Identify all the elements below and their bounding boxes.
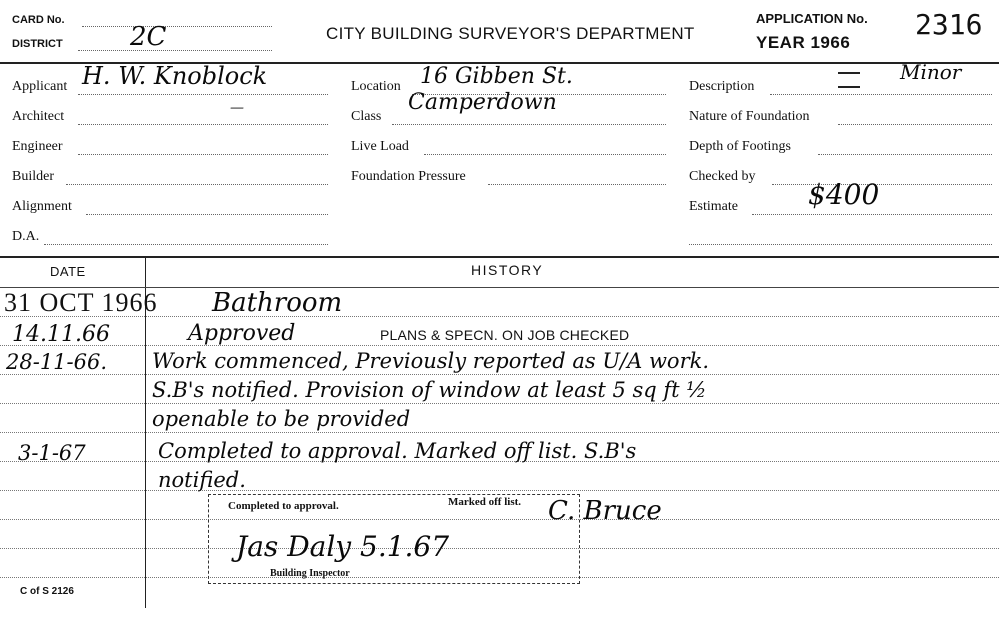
card-no-label: CARD No. [12, 14, 65, 26]
location-label: Location [351, 79, 401, 94]
application-label: APPLICATION No. [756, 11, 868, 26]
card-no-line [82, 26, 272, 27]
history-column-header: HISTORY [471, 262, 544, 278]
estimate-value: $400 [808, 178, 880, 211]
nature-of-foundation-label: Nature of Foundation [689, 109, 810, 124]
year-label: YEAR 1966 [756, 33, 851, 52]
blank-field-line [689, 244, 992, 245]
live-load-line [424, 154, 666, 155]
stamp-inspector-text: Building Inspector [270, 568, 350, 579]
fields-rule [0, 256, 999, 258]
stamp-completed-text: Completed to approval. [228, 500, 339, 512]
history-date: 14.11.66 [12, 322, 110, 347]
history-entry: notified. [158, 468, 246, 492]
class-label: Class [351, 109, 382, 124]
estimate-label: Estimate [689, 199, 738, 214]
description-line [770, 94, 992, 95]
alignment-line [86, 214, 328, 215]
architect-value: — [230, 100, 244, 116]
checked-by-label: Checked by [689, 169, 756, 184]
applicant-line [78, 94, 328, 95]
date-column-header: DATE [50, 264, 86, 279]
architect-label: Architect [12, 109, 65, 124]
stamp-marked-text: Marked off list. [448, 496, 522, 508]
location-value: 16 Gibben St. [420, 64, 573, 89]
ruled-line [0, 374, 999, 375]
description-label: Description [689, 79, 755, 94]
engineer-label: Engineer [12, 139, 63, 154]
history-date: 31 OCT 1966 [4, 288, 158, 317]
district-label: DISTRICT [12, 38, 63, 50]
application-number: 2316 [915, 8, 983, 41]
history-entry: Bathroom [212, 288, 343, 318]
depth-of-footings-label: Depth of Footings [689, 139, 791, 154]
estimate-line [752, 214, 992, 215]
class-line [392, 124, 666, 125]
district-line [78, 50, 272, 51]
history-date: 3-1-67 [18, 441, 86, 465]
description-value: Minor [900, 60, 962, 84]
nature-line [838, 124, 992, 125]
foundation-pressure-label: Foundation Pressure [351, 169, 466, 184]
district-value: 2C [130, 22, 167, 52]
engineer-line [78, 154, 328, 155]
alignment-label: Alignment [12, 199, 72, 214]
department-title: CITY BUILDING SURVEYOR'S DEPARTMENT [326, 24, 695, 43]
plans-checked-stamp: PLANS & SPECN. ON JOB CHECKED [380, 327, 630, 343]
applicant-label: Applicant [12, 79, 68, 94]
depth-line [818, 154, 992, 155]
ruled-line [0, 403, 999, 404]
form-code: C of S 2126 [20, 586, 74, 597]
history-entry: Completed to approval. Marked off list. S.B's [158, 439, 637, 463]
applicant-value: H. W. Knoblock [82, 62, 268, 90]
live-load-label: Live Load [351, 139, 409, 154]
description-strike-mark [838, 72, 860, 88]
builder-label: Builder [12, 169, 54, 184]
da-label: D.A. [12, 229, 40, 244]
ruled-line [0, 490, 999, 491]
class-value: Camperdown [408, 90, 557, 115]
da-line [44, 244, 328, 245]
checked-line [772, 184, 992, 185]
ruled-line [0, 432, 999, 433]
history-entry: Approved [188, 321, 296, 346]
foundation-pressure-line [488, 184, 666, 185]
history-entry: openable to be provided [152, 407, 411, 431]
history-entry: S.B's notified. Provision of window at least 5 sq ft ½ [152, 378, 707, 402]
history-date: 28-11-66. [6, 350, 108, 374]
signature-bruce: C. Bruce [548, 496, 662, 526]
builder-line [66, 184, 328, 185]
signature-daly: Jas Daly 5.1.67 [236, 530, 450, 563]
ruled-line [0, 345, 999, 346]
architect-line [78, 124, 328, 125]
history-entry: Work commenced, Previously reported as U/A work. [152, 349, 710, 373]
